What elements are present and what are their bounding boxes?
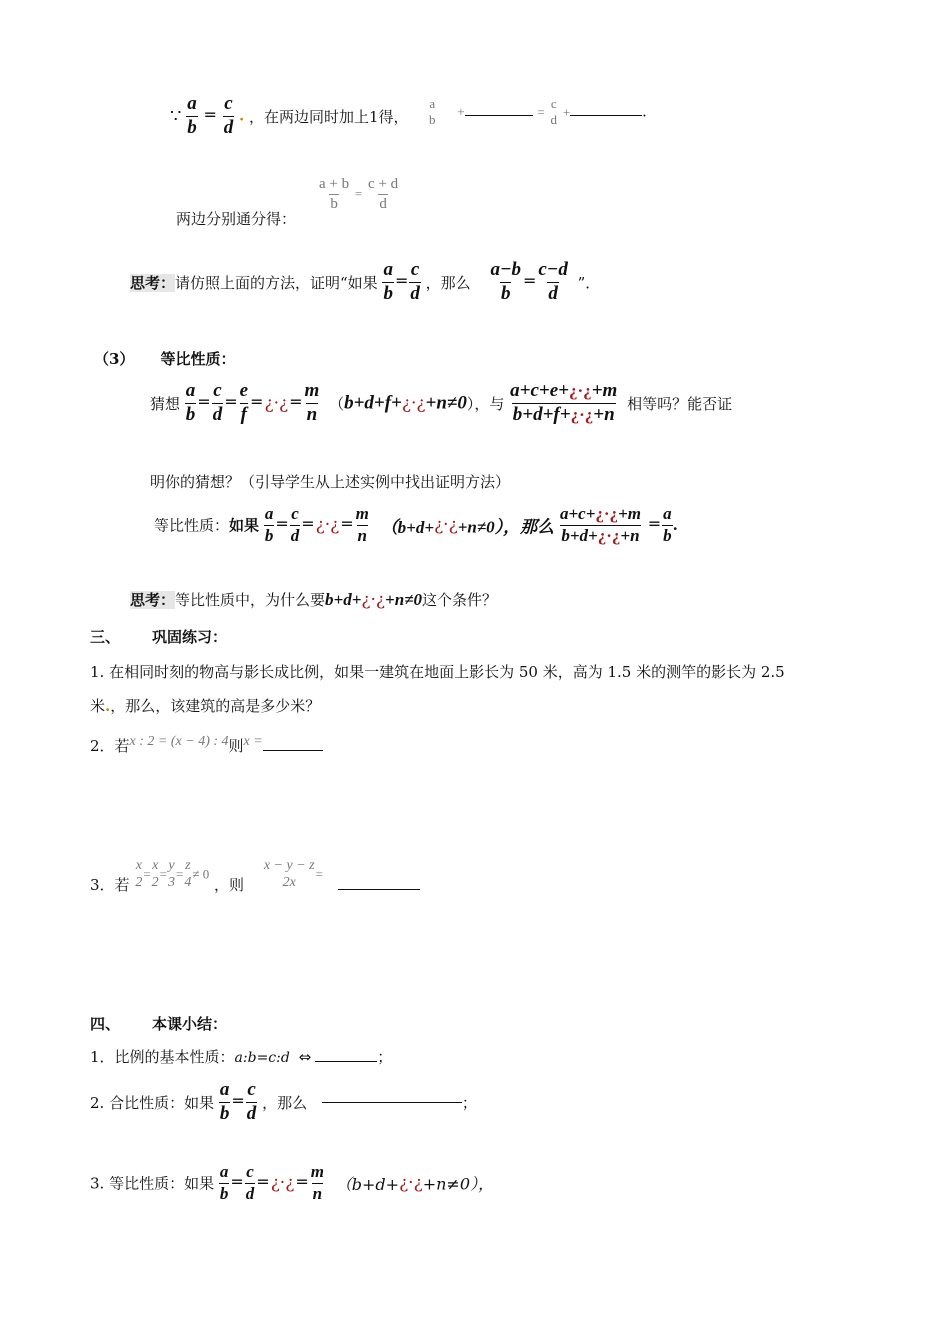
gray-fraction-a-b: a b xyxy=(429,96,436,128)
fraction-z-4: z 4 xyxy=(184,858,192,891)
fraction-m-n: $\frac{m}{n}$ xyxy=(304,380,320,425)
equals-sign: = xyxy=(537,104,545,120)
heading-number: （3） xyxy=(94,350,135,368)
equals-sign: = xyxy=(315,866,323,882)
ellipsis-placeholder: ¿·¿ xyxy=(401,393,426,414)
section-number: 四、 xyxy=(90,1015,121,1033)
fraction-a-b: $\frac{a}{b}$ xyxy=(219,1079,230,1124)
think2-condition-b: +n≠0 xyxy=(385,590,423,609)
ellipsis-placeholder: ¿·¿ xyxy=(399,1173,423,1194)
ellipsis-placeholder: ¿·¿ xyxy=(270,1173,295,1194)
fraction-c-d: $\frac{c}{d}$ xyxy=(245,1162,255,1203)
s2-then: ，那么 xyxy=(262,1093,308,1112)
semicolon: ； xyxy=(377,1048,393,1066)
s1-answer-blank[interactable] xyxy=(315,1061,377,1062)
ellipsis-placeholder: ¿·¿ xyxy=(315,515,340,536)
fraction-y-3: y 3 xyxy=(168,858,176,891)
blank-1[interactable] xyxy=(465,115,533,116)
marker-dot: . xyxy=(105,697,111,715)
equals-sign: = xyxy=(295,1172,309,1192)
s1-label: 1．比例的基本性质： xyxy=(90,1048,235,1066)
period: . xyxy=(672,516,678,535)
think-label: 思考： xyxy=(130,591,176,609)
section-title: 巩固练习： xyxy=(152,628,228,646)
question-2 xyxy=(90,735,323,756)
fraction-c-plus-d: $\frac{c + d}{d}$ xyxy=(368,176,399,212)
equals-sign: = xyxy=(230,1172,244,1192)
q3-answer-blank[interactable] xyxy=(338,889,420,890)
heading-text: 等比性质： xyxy=(160,350,236,368)
think2-end: 这个条件？ xyxy=(422,591,498,609)
equals-sign: = xyxy=(256,1172,270,1192)
q3-rhs-fraction: x − y − z 2x xyxy=(263,858,315,891)
q3-then: ，则 xyxy=(214,876,245,895)
guess-label: 猜想 xyxy=(150,394,181,413)
section-title: 本课小结： xyxy=(152,1015,228,1033)
question-1-line-1: 1. 在相同时刻的物高与影长成比例，如果一建筑在地面上影长为 50 米，高为 1.5 米的测竿的影长为 2.5 xyxy=(90,663,785,681)
equals-sign: = xyxy=(231,1091,245,1111)
fraction-a-b: $\frac{a}{b}$ xyxy=(264,504,274,545)
paren-close: ），与 xyxy=(466,394,505,413)
property-label: 等比性质： xyxy=(154,516,230,535)
fraction-m-n: $\frac{m}{n}$ xyxy=(310,1162,324,1203)
gray-fraction-c-d: c d xyxy=(550,96,558,128)
block2-label: 两边分别通分得： xyxy=(176,210,297,228)
guess-tail: 相等吗？能否证 xyxy=(627,394,733,413)
think1-then: ，那么 xyxy=(425,273,471,292)
fraction-e-f: $\frac{e}{f}$ xyxy=(239,380,249,425)
s3-condition-a: （b+d+ xyxy=(335,1174,400,1194)
equals-sign: = xyxy=(289,392,303,412)
section-3-heading xyxy=(94,348,235,369)
equals-sign: = xyxy=(224,392,238,412)
ellipsis-placeholder: ¿·¿ xyxy=(434,515,458,536)
think1-text: 请仿照上面的方法，证明“如果 xyxy=(175,273,378,292)
equals-sign: = xyxy=(354,186,363,201)
add-one-equation xyxy=(428,97,647,128)
sum-fraction: $\frac{a+c+e+¿\cdot¿+m}{b+d+f+¿\cdot¿+n}$ xyxy=(510,380,618,425)
property-condition-b: +n≠0），那么 xyxy=(457,517,555,537)
condition-b: +n≠0 xyxy=(425,392,467,414)
fraction-a-b: $\frac{a}{b}$ xyxy=(185,380,196,425)
equals-sign: = xyxy=(275,514,289,534)
property-condition-a: （b+d+ xyxy=(380,517,435,537)
fraction-a-b: $\frac{a}{b}$ xyxy=(187,93,197,138)
think2-text: 等比性质中，为什么要 xyxy=(175,591,326,609)
semicolon: ； xyxy=(461,1093,477,1112)
fraction-a-b: $\frac{a}{b}$ xyxy=(663,504,672,545)
s2-answer-blank[interactable] xyxy=(322,1102,462,1103)
think1 xyxy=(130,260,600,305)
summary-3 xyxy=(90,1163,494,1203)
plus-sign: + xyxy=(457,104,465,120)
guess-line-2: 明你的猜想？（引导学生从上述实例中找出证明方法） xyxy=(150,473,511,491)
s2-label: 2. 合比性质：如果 xyxy=(90,1093,215,1112)
fraction-a-b: $\frac{a}{b}$ xyxy=(219,1162,229,1203)
paren-open: （ xyxy=(329,394,345,413)
fraction-x-2: x 2 xyxy=(151,858,159,891)
fraction-c-d: $\frac{c}{d}$ xyxy=(410,259,420,304)
because-symbol: ∵ xyxy=(170,105,182,127)
condition-a: b+d+f+ xyxy=(344,392,402,414)
think2 xyxy=(130,589,497,610)
fraction-a-plus-b: $\frac{a + b}{b}$ xyxy=(319,176,350,212)
fraction-c-d: $\frac{c}{d}$ xyxy=(223,93,234,138)
property-line xyxy=(154,505,678,545)
ellipsis-placeholder: ¿·¿ xyxy=(361,590,386,610)
q1-question: ，那么，该建筑的高是多少米？ xyxy=(110,697,321,715)
period: . xyxy=(642,102,647,121)
equals-sign: = xyxy=(522,271,537,291)
fraction-m-n: $\frac{m}{n}$ xyxy=(355,504,369,545)
equals-sign: = xyxy=(250,392,264,412)
q3-label: 3．若 xyxy=(90,876,130,895)
not-equal-zero: ≠ 0 xyxy=(192,866,210,882)
equals-sign: = xyxy=(203,105,217,125)
blank-2[interactable] xyxy=(570,115,642,116)
think1-end: ”． xyxy=(577,273,601,292)
think-label: 思考： xyxy=(130,273,176,292)
equals-sign: = xyxy=(197,392,211,412)
s3-condition-b: +n≠0）， xyxy=(422,1174,495,1194)
equals-sign: = xyxy=(394,271,409,291)
property-sum-fraction: $\frac{a+c+¿\cdot¿+m}{b+d+¿\cdot¿+n}$ xyxy=(559,504,641,545)
fraction-a-b: $\frac{a}{b}$ xyxy=(383,259,393,304)
think2-condition-a: b+d+ xyxy=(325,590,362,609)
q2-expression: x : 2 = (x − 4) : 4 xyxy=(129,734,229,749)
s3-label: 3. 等比性质：如果 xyxy=(90,1174,215,1193)
equals-sign: = xyxy=(647,514,662,534)
q2-x: x = xyxy=(243,734,263,749)
guess-line xyxy=(150,381,732,426)
summary-1 xyxy=(90,1046,392,1067)
question-3: 3．若 x 2 = x 2 = y 3 = z 4 ≠ 0 ，则 x − y − z 2x = xyxy=(90,858,420,891)
section-four-heading xyxy=(90,1013,227,1034)
plus-sign: + xyxy=(562,104,571,120)
equals-sign: = xyxy=(340,514,354,534)
fraction-c-d: $\frac{c}{d}$ xyxy=(290,504,300,545)
equals-sign: = xyxy=(301,514,315,534)
fraction-a-minus-b: $\frac{a-b}{b}$ xyxy=(490,259,521,304)
fraction-x-2: x 2 xyxy=(135,858,143,891)
fraction-c-d: $\frac{c}{d}$ xyxy=(246,1079,257,1124)
section-three-heading xyxy=(90,626,227,647)
fraction-c-d: $\frac{c}{d}$ xyxy=(212,380,223,425)
s1-expression: a:b=c:d xyxy=(234,1050,290,1066)
q2-answer-blank[interactable] xyxy=(263,750,323,751)
iff-arrow-icon: ⇔ xyxy=(298,1048,312,1066)
section-number: 三、 xyxy=(90,628,121,646)
block1 xyxy=(170,94,409,139)
fraction-c-minus-d: $\frac{c-d}{d}$ xyxy=(538,259,568,304)
marker-dot: . xyxy=(238,106,245,125)
summary-2 xyxy=(90,1080,477,1125)
question-1-line-2 xyxy=(90,695,320,716)
q2-then: 则 xyxy=(228,737,244,755)
property-if: 如果 xyxy=(229,516,260,535)
add-one-text: ，在两边同时加上1得， xyxy=(249,107,409,126)
block2-equation xyxy=(318,176,399,212)
q2-label: 2．若 xyxy=(90,737,130,755)
q1-unit: 米 xyxy=(90,697,106,715)
ellipsis-placeholder: ¿·¿ xyxy=(264,393,289,414)
